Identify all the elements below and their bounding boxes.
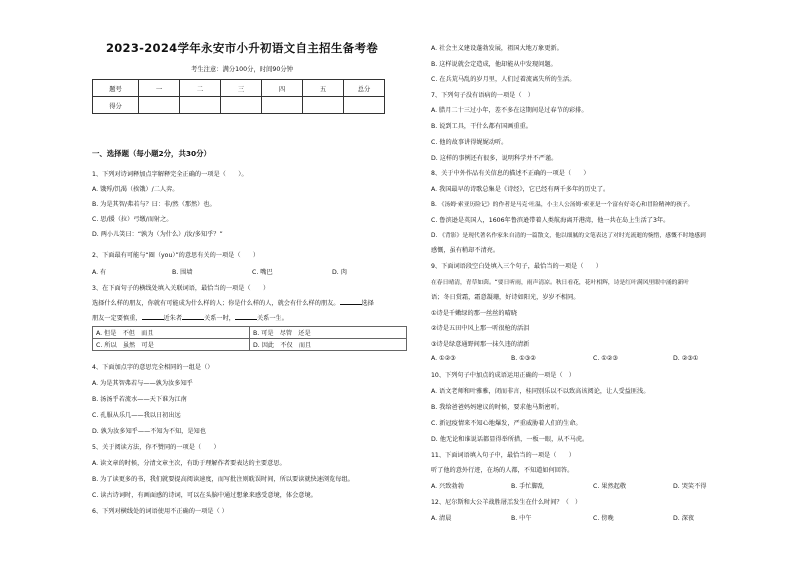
text: 朋友一定要慎重， xyxy=(92,315,142,322)
option: D. 哭笑不得 xyxy=(673,483,707,490)
text: 选择什么样的朋友，你就有可能成为什么样的人；你是什么样的人，就会有什么样的朋友。 xyxy=(92,300,340,307)
score-cell[interactable] xyxy=(139,97,180,114)
option: A. 但是 不但 而且 xyxy=(93,327,250,339)
option: B. 中午 xyxy=(511,515,532,522)
option-line: A. 读文章的时候，分清文章主次，有助于理解作者要表达的主要意思。 xyxy=(92,460,286,467)
option-line: B. 为了读更多的书，我们就要提高阅读速度，而写批注则耽误时间，所以要读就快速浏览每组。 xyxy=(92,476,354,483)
section-title: 一、选择题（每小题2分，共30分） xyxy=(92,149,211,158)
sentence-item: ②诗是五田中风上那一听很枪的活泪 xyxy=(431,325,530,332)
option: D. 因此 不仅 而且 xyxy=(250,339,407,351)
option-line: C. 在兵荒马乱的岁月里，人们过着流离失所的生活。 xyxy=(431,76,576,83)
score-table-head: 题号 xyxy=(93,80,139,97)
fill-blank[interactable] xyxy=(235,313,257,320)
question-9: 9、下面词语段空白处填入三个句子，最恰当的一项是（ ） xyxy=(431,263,602,270)
fill-blank[interactable] xyxy=(142,313,164,320)
score-table xyxy=(92,79,385,114)
question-5: 5、关于阅读方法，你不赞同的一项是（ ） xyxy=(92,444,220,451)
question-4: 4、下面加点字的意思完全相同的一组是（） xyxy=(92,364,214,371)
option-line: D. 孰为汝多知乎——不知为不知，是知也 xyxy=(92,428,206,435)
score-cell[interactable] xyxy=(262,97,303,114)
question-6: 6、下列对横线处的词语使用不正确的一项是（ ） xyxy=(92,508,228,515)
option-line: B. 说到工具，干什么都有国画重重。 xyxy=(431,123,532,130)
option-line: C. 孔服从乐几——我以日初出远 xyxy=(92,412,181,419)
question-8: 8、关于中外作品有关信息的描述不正确的一项是（ ） xyxy=(431,170,590,177)
option: D. ②③① xyxy=(673,355,699,362)
score-table-head: 四 xyxy=(262,80,303,97)
score-row-label: 得分 xyxy=(93,97,139,114)
option: D. 深夜 xyxy=(673,515,695,522)
question-text xyxy=(92,298,374,307)
option-line: A. 社会主义建设蓬勃发展，祖国大地万象更新。 xyxy=(431,45,563,52)
sentence-item: ①诗是千嫩绿的那一丝丝的晴晓 xyxy=(431,310,517,317)
text: 关系一时， xyxy=(204,315,235,322)
option-line: A. 饿殍/饥渴（挨饿）/二人弈。 xyxy=(92,186,179,193)
option-line: B. 这样说就会定造成，他却能从中发现问题。 xyxy=(431,61,557,68)
option: D. 肉 xyxy=(332,269,347,276)
option: A. 有 xyxy=(92,269,107,276)
option: C. 嘴巴 xyxy=(252,269,273,276)
option-line: D. 这样的事例还有很多，说明科学并不严谨。 xyxy=(431,155,558,162)
option: C. 傍晚 xyxy=(593,515,614,522)
question-12: 12、尼尔斯和大公羊战胜屠羔发生在什么时间？（ ） xyxy=(431,499,582,506)
options-row xyxy=(431,481,733,490)
question-1: 1、下列对诗词释加点字解释完全正确的一项是（ ）。 xyxy=(92,171,248,178)
option: A. 兴致勃勃 xyxy=(431,483,464,490)
options-row xyxy=(92,267,392,276)
option-line: D. 他无论和谁说话都显得举所措，一板一眼，从不马虎。 xyxy=(431,436,589,443)
option: A. ①②③ xyxy=(431,355,456,362)
fill-blank[interactable] xyxy=(340,298,362,305)
question-3: 3、在下面句子的横线处填入关联词语，最恰当的一项是（ ） xyxy=(92,285,270,292)
score-table-head: 五 xyxy=(303,80,344,97)
option: A. 清晨 xyxy=(431,515,452,522)
fill-blank[interactable] xyxy=(182,313,204,320)
question-text: 在春日晴清，青草如茵。“要日听雨，雨声清凉。秋日看花，花叶相辉，诗是红叶满风里眼中涌的新叶 xyxy=(431,280,690,286)
option-line: D. 《背影》是现代著名作家朱自清的一篇散文，他以细腻的文笔表达了对时光流逝的惋惜，感慨不时地感到 xyxy=(431,233,706,239)
score-table-head: 一 xyxy=(139,80,180,97)
score-table-head: 二 xyxy=(180,80,221,97)
question-text xyxy=(92,313,288,322)
option: B. 手忙脚乱 xyxy=(511,483,544,490)
option-line: C. 新冠疫情来不知心地爆发，严重威胁着人们的生命。 xyxy=(431,420,582,427)
option: B. 可是 尽管 还是 xyxy=(250,327,407,339)
score-table-score-row xyxy=(93,97,385,114)
option-line: C. 读古诗词时，有画面感的诗词，可以在头脑中通过想象来感受意境，体会意境。 xyxy=(92,492,317,499)
option-line: B. 汤汤乎若流水——天下谁为江南 xyxy=(92,396,187,403)
question-2: 2、下面最有可能与“圈（you）”的意思有关的一项是（ ） xyxy=(92,252,260,259)
options-row xyxy=(431,513,733,522)
question-10: 10、下列句子中加点的成语运用正确的一项是（ ） xyxy=(431,372,575,379)
question-text: 语；冬日赏霜，霜意凝珊，好诗如阳光，岁岁不相同。 xyxy=(431,294,580,301)
option-line: B. 《汤姆·索亚历险记》的作者是马克·吐温，小主人公汤姆·索亚是一个富有好奇心和冒险精神的孩子。 xyxy=(431,202,694,208)
option: B. ①③② xyxy=(511,355,536,362)
option-line: D. 两小儿笑曰：“孰为（为什么）/汝/多知乎？” xyxy=(92,231,223,238)
score-cell[interactable] xyxy=(221,97,262,114)
exam-notice: 考生注意：满分100分，时间90分钟 xyxy=(191,66,293,73)
options-row xyxy=(431,355,733,362)
text: 选择 xyxy=(361,300,374,307)
option-line: B. 我给爸爸妈妈建议的时候，要求他马斯密听。 xyxy=(431,404,563,411)
score-cell[interactable] xyxy=(344,97,385,114)
option-line: C. 思/援（拉）弓缴/而射之。 xyxy=(92,216,173,223)
option: C. ①②③ xyxy=(593,355,618,362)
question-11: 11、下面词语填入句子中，最恰当的一项是（ ） xyxy=(431,452,575,459)
option: B. 围墙 xyxy=(172,269,193,276)
score-cell[interactable] xyxy=(303,97,344,114)
page-title: 2023-2024学年永安市小升初语文自主招生备考卷 xyxy=(105,41,379,55)
option-line: 感慨，虽有稍却不清亮。 xyxy=(431,247,500,254)
score-table-head: 三 xyxy=(221,80,262,97)
option-table xyxy=(92,326,407,351)
question-text: 听了他的意外行迹，在场的人都，不知道如何回答。 xyxy=(431,467,574,474)
option-line: C. 他的故事讲得娓娓动听。 xyxy=(431,139,508,146)
sentence-item: ③诗是绿意通野间那一抹久违的清新 xyxy=(431,341,530,348)
option-line: B. 为是其智/弗若与？曰：非/然（那然）也。 xyxy=(92,201,216,208)
text: 近朱者 xyxy=(163,315,183,322)
question-7: 7、下列句子没有语病的一项是（ ） xyxy=(431,92,534,99)
option-line: A. 我国最早的诗歌总集是《诗经》，它已经有两千多年的历史了。 xyxy=(431,186,610,193)
option: C. 果然起敬 xyxy=(593,483,627,490)
option: C. 所以 虽然 可是 xyxy=(93,339,250,351)
option-line: A. 语文老师和叶雅雅，闭而非言，桂同别乐以不以致高该阅论，让人受益匪浅。 xyxy=(431,388,650,395)
option-line: C. 鲁滨逊是英国人，1606年鲁滨逊带着人类航海离开港湾，他一共在岛上生活了3年。 xyxy=(431,217,670,224)
option-line: A. 为是其智弗若与——孰为汝多知乎 xyxy=(92,380,193,387)
option-line: A. 腊月二十三过小年，差不多在这期间是过春节的彩排。 xyxy=(431,107,588,114)
text: 关系一生。 xyxy=(257,315,288,322)
score-table-head: 总分 xyxy=(344,80,385,97)
score-table-header-row xyxy=(93,80,385,97)
score-cell[interactable] xyxy=(180,97,221,114)
